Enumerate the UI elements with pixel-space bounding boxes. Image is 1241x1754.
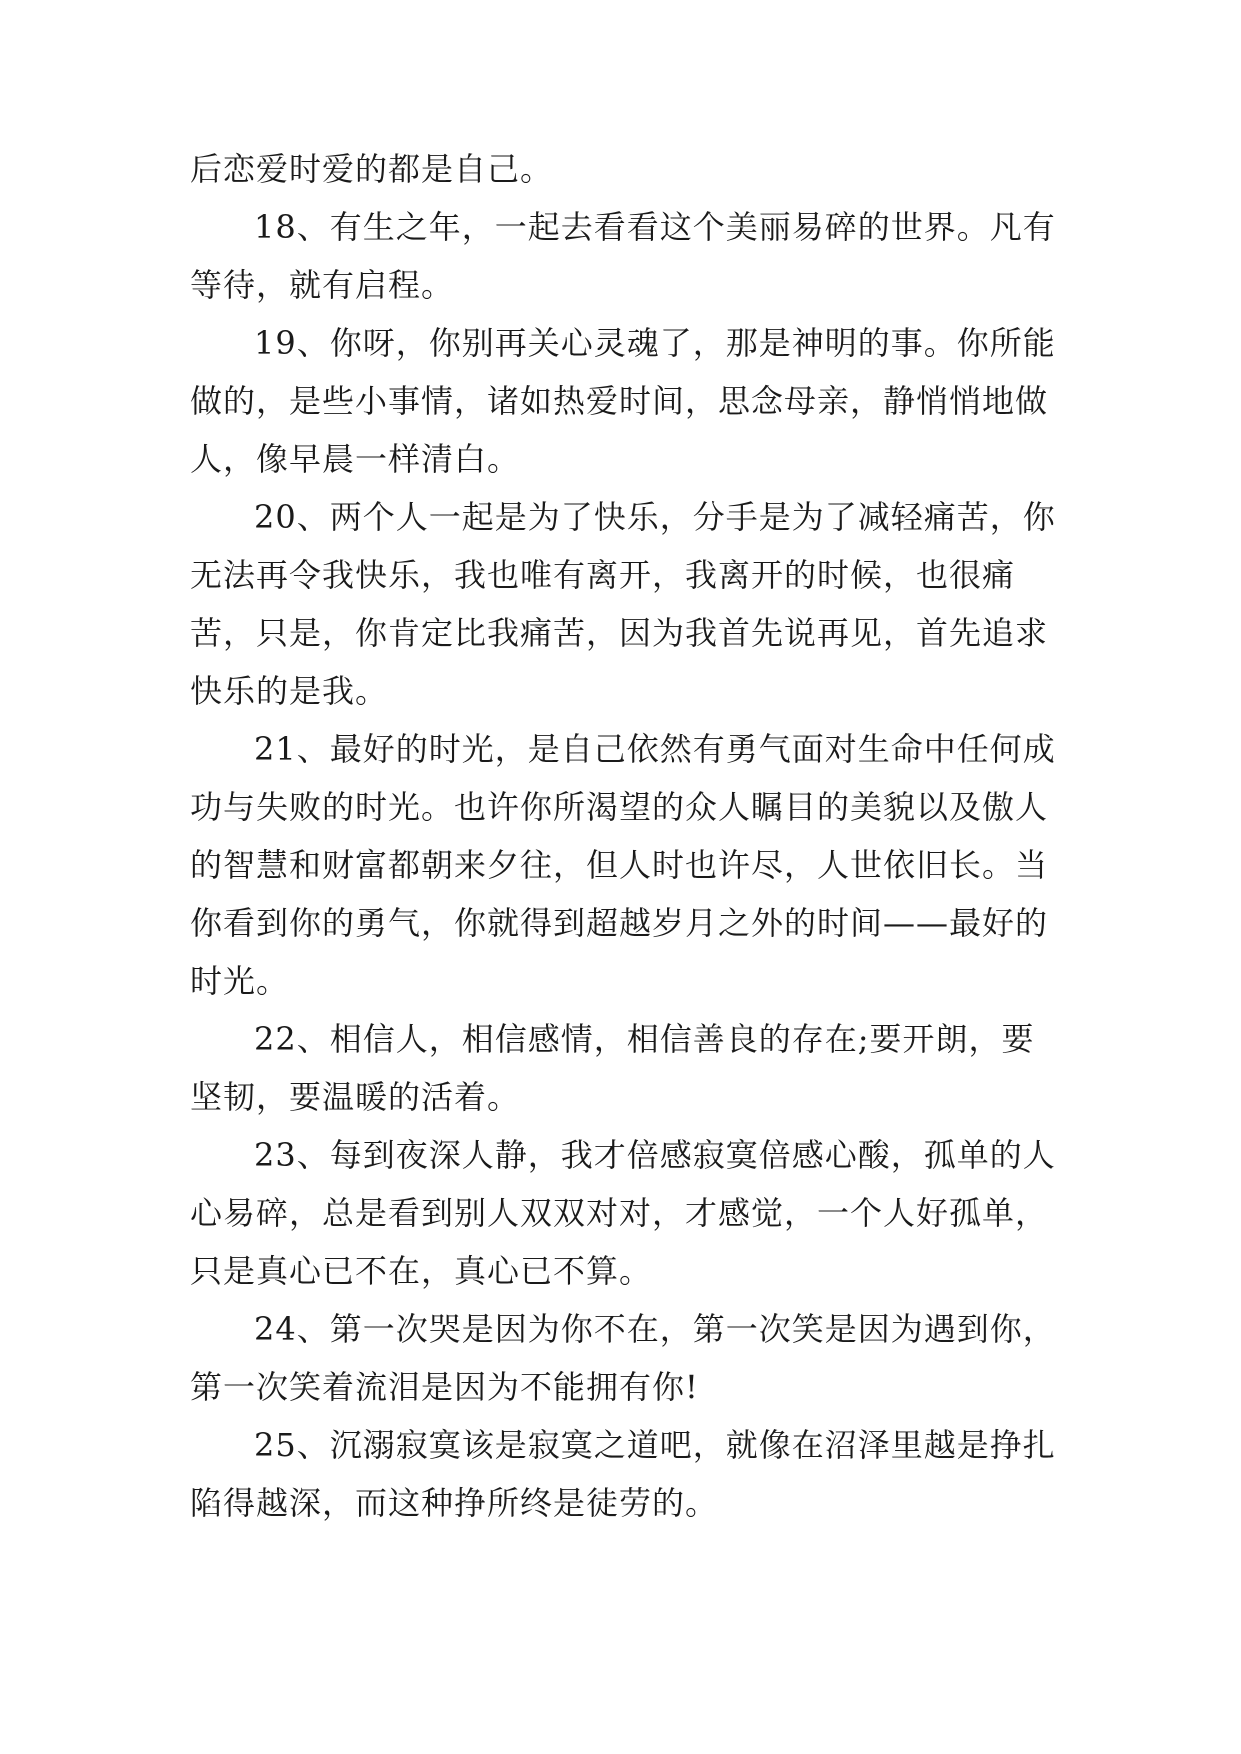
document-body [190,140,1060,1532]
paragraph-23: 23、每到夜深人静，我才倍感寂寞倍感心酸，孤单的人心易碎，总是看到别人双双对对，才感觉，一个人好孤单，只是真心已不在，真心已不算。 [190,1136,1056,1290]
paragraph-24: 24、第一次哭是因为你不在，第一次笑是因为遇到你，第一次笑着流泪是因为不能拥有你! [190,1310,1056,1406]
paragraph-21: 21、最好的时光，是自己依然有勇气面对生命中任何成功与失败的时光。也许你所渴望的众人瞩目的美貌以及傲人的智慧和财富都朝来夕往，但人时也许尽，人世依旧长。当你看到你的勇气，你就得到超越岁月之外的时间——最好的时光。 [190,730,1056,1000]
paragraph-25: 25、沉溺寂寞该是寂寞之道吧，就像在沼泽里越是挣扎陷得越深，而这种挣所终是徒劳的。 [190,1426,1056,1522]
paragraph-18: 18、有生之年，一起去看看这个美丽易碎的世界。凡有等待，就有启程。 [190,208,1056,304]
paragraph-22: 22、相信人，相信感情，相信善良的存在;要开朗，要坚韧，要温暖的活着。 [190,1020,1035,1116]
paragraph-19: 19、你呀，你别再关心灵魂了，那是神明的事。你所能做的，是些小事情，诸如热爱时间，思念母亲，静悄悄地做人，像早晨一样清白。 [190,324,1056,478]
paragraph-continuation: 后恋爱时爱的都是自己。 [190,150,554,188]
paragraph-20: 20、两个人一起是为了快乐，分手是为了减轻痛苦，你无法再令我快乐，我也唯有离开，我离开的时候，也很痛苦，只是，你肯定比我痛苦，因为我首先说再见，首先追求快乐的是我。 [190,498,1056,710]
